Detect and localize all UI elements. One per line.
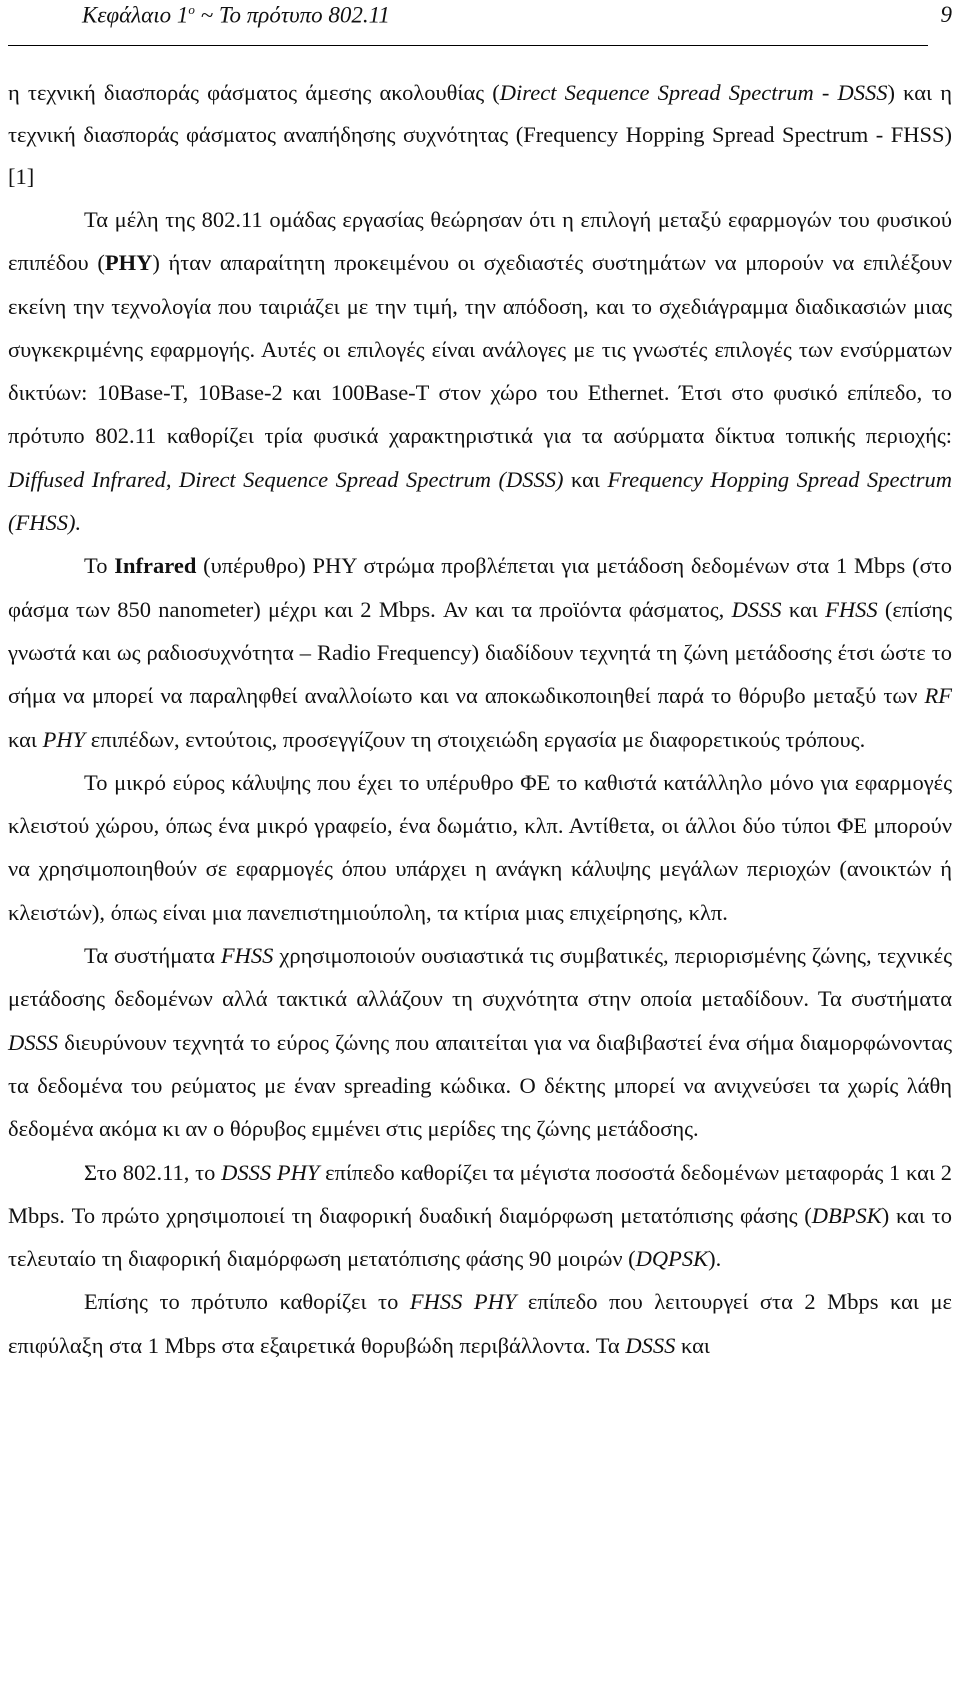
italic-term: DSSS [8, 1029, 58, 1055]
text-run: Το μικρό εύρος κάλυψης που έχει το υπέρυθρο ΦΕ το καθιστά κατάλληλο μόνο για εφαρμογές κλειστού χώρου, όπως ένα μικρό γραφείο, ένα δωμάτιο, κλπ. Αντίθετα, οι άλλοι δύο τύποι ΦΕ μπορούν να χρησιμοποιηθούν σε εφαρμογές όπου υπάρχει η ανάγκη κάλυψης μεγάλων περιοχών (ανοικτών ή κλειστών), όπως είναι μια πανεπιστημιούπολη, τα κτίρια μιας επιχείρησης, κλπ. [8, 769, 952, 925]
page-number: 9 [940, 2, 952, 27]
page-header [8, 2, 952, 42]
paragraph [8, 72, 952, 198]
header-rule [8, 45, 928, 46]
text-run: Τα μέλη της 802.11 ομάδας εργασίας θεώρησαν ότι η επιλογή μεταξύ εφαρμογών του φυσικού επιπέδου ( [8, 207, 952, 276]
paragraph [8, 934, 952, 1150]
text-run: ). [708, 1246, 722, 1272]
italic-term: DBPSK [811, 1202, 882, 1228]
chapter-title: ~ Το πρότυπο 802.11 [194, 2, 390, 28]
text-run: (επίσης γνωστά και ως ραδιοσυχνότητα – Radio Frequency) διαδίδουν τεχνητά τη ζώνη μετάδοσης έτσι ώστε το σήμα να μπορεί να παραληφθεί αναλλοίωτο και να αποκωδικοποιηθεί παρά το θόρυβο μεταξύ των [8, 596, 952, 709]
text-run: και [563, 466, 608, 492]
text-run: χρησιμοποιούν ουσιαστικά τις συμβατικές, περιορισμένης ζώνης, τεχνικές μετάδοσης δεδομένων αλλά τακτικά αλλάζουν τη συχνότητα στην οποία μεταδίδουν. Τα συστήματα [8, 943, 952, 1012]
text-run: και [8, 726, 43, 752]
italic-term: FHSS [825, 596, 878, 622]
document-body [8, 72, 952, 1367]
italic-term: Direct Sequence Spread Spectrum - DSSS [499, 80, 888, 105]
chapter-ordinal-sup: ο [188, 2, 195, 17]
italic-term: DSSS PHY [221, 1159, 320, 1185]
text-run: επίπεδο που λειτουργεί στα 2 Mbps και με επιφύλαξη στα 1 Mbps στα εξαιρετικά θορυβώδη περιβάλλοντα. Τα [8, 1289, 952, 1358]
text-run: Τα συστήματα [84, 943, 221, 969]
italic-term: DSSS [731, 596, 782, 622]
italic-term: Diffused Infrared, Direct Sequence Spread Spectrum (DSSS) [8, 466, 564, 492]
italic-term: FHSS PHY [409, 1289, 517, 1315]
text-run: και [675, 1332, 710, 1358]
paragraph [8, 198, 952, 544]
italic-term: Frequency Hopping Spread Spectrum (FHSS). [8, 466, 953, 536]
italic-term: FHSS [220, 943, 274, 969]
italic-term: PHY [42, 726, 86, 752]
italic-term: RF [924, 683, 952, 709]
text-run: Στο 802.11, το [84, 1159, 222, 1185]
chapter-label: Κεφάλαιο 1 [82, 2, 189, 28]
text-run: η τεχνική διασποράς φάσματος άμεσης ακολουθίας ( [8, 80, 500, 105]
bold-term: Infrared [114, 553, 197, 579]
italic-term: DQPSK [635, 1246, 709, 1272]
paragraph [8, 1280, 952, 1367]
text-run: διευρύνουν τεχνητά το εύρος ζώνης που απαιτείται για να διαβιβαστεί ένα σήμα διαμορφώνοντας τα δεδομένα του ρεύματος με έναν spreading κώδικα. Ο δέκτης μπορεί να ανιχνεύσει τα χωρίς λάθη δεδομένα ακόμα κι αν ο θόρυβος εμμένει στις μερίδες της ζώνης μετάδοσης. [8, 1029, 952, 1142]
text-run: ) ήταν απαραίτητη προκειμένου οι σχεδιαστές συστημάτων να μπορούν να επιλέξουν εκείνη την τεχνολογία που ταιριάζει με την τιμή, την απόδοση, και το σχεδιάγραμμα διαδικασιών μιας συγκεκριμένης εφαρμογής. Αυτές οι επιλογές είναι ανάλογες με τις γνωστές επιλογές των ενσύρματων δικτύων: 10Base-T, 10Base-2 και 100Base-T στον χώρο του Ethernet. Έτσι στο φυσικό επίπεδο, το πρότυπο 802.11 καθορίζει τρία φυσικά χαρακτηριστικά για τα ασύρματα δίκτυα τοπικής περιοχής: [8, 250, 952, 449]
paragraph [8, 1151, 952, 1281]
text-run: επίπεδο καθορίζει τα μέγιστα ποσοστά δεδομένων μεταφοράς 1 και 2 Mbps. Το πρώτο χρησιμοποιεί τη διαφορική δυαδική διαμόρφωση μετατόπισης φάσης ( [8, 1159, 952, 1228]
text-run: Το [84, 553, 115, 579]
italic-term: DSSS [625, 1332, 676, 1358]
text-run: Επίσης το πρότυπο καθορίζει το [84, 1289, 410, 1315]
text-run: επιπέδων, εντούτοις, προσεγγίζουν τη στοιχειώδη εργασία με διαφορετικούς τρόπους. [85, 726, 866, 752]
text-run: και [781, 596, 826, 622]
text-run: ) και η τεχνική διασποράς φάσματος αναπήδησης συχνότητας (Frequency Hopping Spread Spectrum - FHSS) [1] [8, 80, 952, 189]
running-head-title [82, 2, 390, 29]
paragraph [8, 761, 952, 934]
text-run: (υπέρυθρο) PHY στρώμα προβλέπεται για μετάδοση δεδομένων στα 1 Mbps (στο φάσμα των 850 nanometer) μέχρι και 2 Mbps. Αν και τα προϊόντα φάσματος, [8, 553, 952, 622]
text-run: ) και το τελευταίο τη διαφορική διαμόρφωση μετατόπισης φάσης 90 μοιρών ( [8, 1202, 952, 1272]
bold-term: PHY [104, 250, 153, 276]
paragraph [8, 544, 952, 760]
